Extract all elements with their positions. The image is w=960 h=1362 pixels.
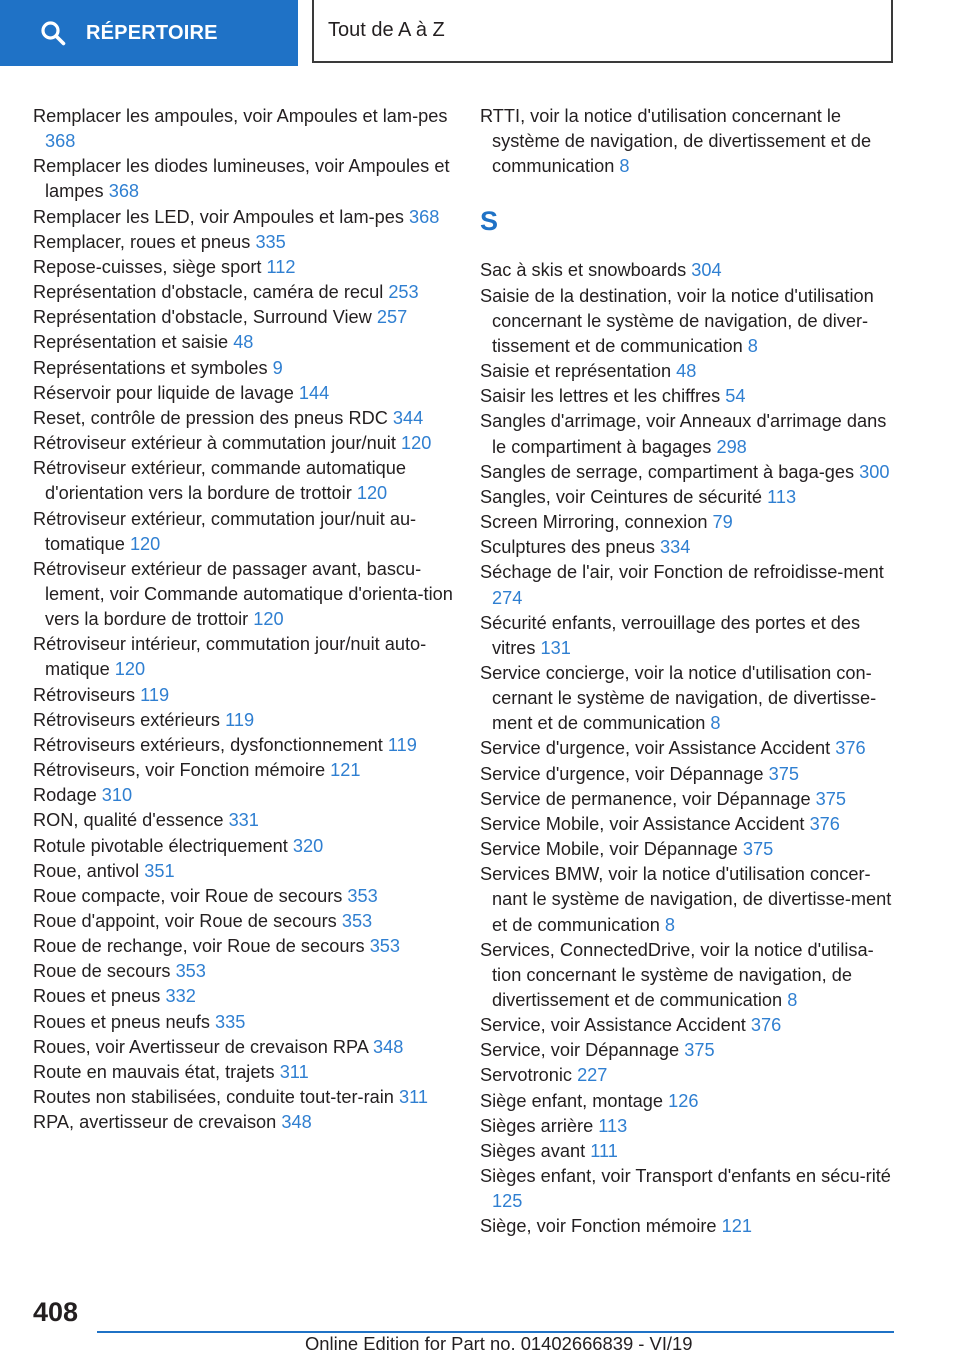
page-link[interactable]: 375 — [768, 763, 799, 784]
page-link[interactable]: 334 — [659, 537, 691, 558]
entry-text: Services BMW, voir la notice d'utilisation concer‐nant le système de navigation, de divertisse‐ment et de communication — [480, 864, 892, 935]
entry-text: Service concierge, voir la notice d'utilisation con‐cernant le système de navigation, de divertisse‐ment et de communication — [480, 662, 877, 734]
index-tab-label: RÉPERTOIRE — [86, 21, 218, 44]
index-entry — [33, 280, 453, 305]
index-entry — [33, 507, 453, 557]
page-link[interactable]: 257 — [376, 307, 408, 328]
page-link[interactable]: 131 — [540, 637, 571, 658]
index-entry — [33, 1110, 453, 1135]
index-entry — [480, 460, 900, 485]
page-link[interactable]: 48 — [233, 332, 254, 353]
entry-text: Roue de secours — [33, 961, 171, 982]
index-entry — [33, 683, 453, 708]
index-entry — [480, 1139, 900, 1164]
entry-text: Service de permanence, voir Dépannage — [480, 788, 811, 809]
entry-text: Servotronic — [480, 1065, 572, 1086]
entry-text: Rétroviseur extérieur, commande automatique d'orientation vers la bordure de trottoir — [33, 458, 407, 504]
entry-text: Roue de rechange, voir Roue de secours — [33, 936, 365, 957]
index-entry — [480, 1013, 900, 1038]
index-entry — [480, 611, 900, 661]
index-tab[interactable] — [0, 0, 298, 66]
entry-text: Roues, voir Avertisseur de crevaison RPA — [33, 1036, 368, 1057]
entry-text: Service Mobile, voir Assistance Accident — [480, 813, 805, 834]
page-link[interactable]: 320 — [292, 835, 324, 856]
index-entry — [480, 104, 900, 179]
page-link[interactable]: 227 — [577, 1065, 608, 1086]
index-entries-r-continued — [480, 104, 900, 179]
index-entry — [33, 1085, 453, 1110]
entry-text: Rétroviseur intérieur, commutation jour/nuit auto‐matique — [33, 634, 427, 680]
entry-text: RON, qualité d'essence — [33, 810, 224, 831]
entry-text: Réservoir pour liquide de lavage — [33, 382, 294, 403]
page-link[interactable]: 119 — [225, 709, 255, 730]
entry-text: Rodage — [33, 785, 97, 806]
page-link[interactable]: 376 — [750, 1015, 782, 1036]
page-number: 408 — [33, 1297, 79, 1327]
page-link[interactable]: 119 — [140, 684, 170, 705]
entry-text: Service, voir Assistance Accident — [480, 1015, 746, 1036]
entry-text: Rétroviseurs extérieurs — [33, 709, 220, 730]
index-entry — [480, 812, 900, 837]
page-link[interactable]: 121 — [721, 1216, 752, 1237]
page-link[interactable]: 376 — [809, 813, 840, 834]
page-link[interactable]: 311 — [398, 1087, 428, 1108]
page-link[interactable]: 113 — [598, 1115, 628, 1136]
page-link[interactable]: 332 — [165, 986, 196, 1007]
index-entry — [33, 330, 453, 355]
entry-text: Service Mobile, voir Dépannage — [480, 839, 738, 860]
page-link[interactable]: 48 — [676, 361, 697, 382]
index-entry — [33, 356, 453, 381]
page-link[interactable]: 351 — [144, 860, 175, 881]
entry-text: Repose-cuisses, siège sport — [33, 256, 262, 277]
page-link[interactable]: 113 — [767, 486, 797, 507]
edition-text: Online Edition for Part no. 01402666839 - VI/19 — [305, 1333, 693, 1354]
page-link[interactable]: 368 — [108, 181, 140, 202]
page-link[interactable]: 8 — [619, 156, 630, 177]
entry-text: Saisir les lettres et les chiffres — [480, 386, 721, 407]
entry-text: Sièges arrière — [480, 1115, 594, 1136]
page-link[interactable]: 348 — [373, 1036, 404, 1057]
page-link[interactable]: 119 — [387, 734, 417, 755]
index-entry — [33, 456, 453, 506]
entry-text: Remplacer, roues et pneus — [33, 231, 251, 252]
index-entry — [33, 708, 453, 733]
entry-text: Rétroviseur extérieur de passager avant, bascu‐lement, voir Commande automatique d'orienta‐tion vers la bordure de trottoir — [33, 558, 453, 630]
page-link[interactable]: 335 — [255, 231, 286, 252]
index-entry — [33, 909, 453, 934]
page-link[interactable]: 368 — [409, 206, 440, 227]
index-entry — [480, 510, 900, 535]
index-entry — [480, 1089, 900, 1114]
entry-text: Sac à skis et snowboards — [480, 260, 687, 281]
entry-text: Route en mauvais état, trajets — [33, 1061, 275, 1082]
page-link[interactable]: 253 — [388, 282, 419, 303]
page-link[interactable]: 311 — [279, 1061, 309, 1082]
entry-text: Représentation d'obstacle, Surround View — [33, 307, 372, 328]
entry-text: Sculptures des pneus — [480, 537, 655, 558]
index-column-right — [480, 104, 900, 1240]
index-entry — [33, 230, 453, 255]
entry-text: Services, ConnectedDrive, voir la notice d'utilisa‐tion concernant le système de navigation, de divertissement et de communication — [480, 939, 874, 1010]
index-entry — [480, 762, 900, 787]
index-entry — [33, 959, 453, 984]
index-entry — [480, 359, 900, 384]
entry-text: Remplacer les ampoules, voir Ampoules et lam‐pes — [33, 106, 448, 126]
index-entry — [480, 736, 900, 761]
index-entry — [480, 661, 900, 736]
entry-text: Séchage de l'air, voir Fonction de refroidisse‐ment — [480, 562, 884, 583]
entry-text: Roue compacte, voir Roue de secours — [33, 885, 343, 906]
page-link[interactable]: 298 — [716, 436, 747, 457]
section-header — [312, 0, 893, 63]
index-entry — [33, 255, 453, 280]
index-entry — [480, 258, 900, 283]
index-entry — [480, 535, 900, 560]
index-entry — [33, 406, 453, 431]
entry-text: Sangles de serrage, compartiment à baga‐ges — [480, 461, 855, 482]
entry-text: Service d'urgence, voir Assistance Accident — [480, 738, 831, 759]
page-link[interactable]: 274 — [492, 587, 523, 608]
section-letter: S — [480, 206, 499, 237]
search-icon — [40, 20, 66, 46]
index-entry — [33, 808, 453, 833]
page-link[interactable]: 8 — [664, 914, 676, 935]
page-link[interactable]: 120 — [129, 533, 161, 554]
entry-text: Reset, contrôle de pression des pneus RDC — [33, 407, 388, 428]
section-title: Tout de A à Z — [328, 19, 445, 41]
index-entry — [480, 1063, 900, 1088]
index-entry — [33, 733, 453, 758]
index-entry — [480, 560, 900, 610]
entry-text: Rétroviseur extérieur, commutation jour/nuit au‐tomatique — [33, 508, 417, 554]
entry-text: Routes non stabilisées, conduite tout-ter‐rain — [33, 1087, 394, 1108]
entry-text: Sièges enfant, voir Transport d'enfants en sécu‐rité — [480, 1166, 891, 1187]
index-entry — [33, 154, 453, 204]
page-link[interactable]: 331 — [228, 810, 259, 831]
page-link[interactable]: 54 — [725, 386, 746, 407]
page-link[interactable]: 112 — [266, 256, 296, 277]
page-link[interactable]: 368 — [45, 131, 76, 152]
page-link[interactable]: 144 — [298, 382, 330, 403]
index-entry — [33, 557, 453, 632]
page-link[interactable]: 376 — [835, 738, 866, 759]
entry-text: Rétroviseurs, voir Fonction mémoire — [33, 760, 326, 781]
page-link[interactable]: 353 — [369, 936, 401, 957]
index-entry — [33, 934, 453, 959]
entry-text: Rétroviseurs extérieurs, dysfonctionnement — [33, 734, 383, 755]
entry-text: Sièges avant — [480, 1140, 586, 1161]
index-entry — [480, 1038, 900, 1063]
index-entry — [480, 1214, 900, 1239]
entry-text: Remplacer les diodes lumineuses, voir Ampoules et lampes — [33, 156, 450, 202]
page-link[interactable]: 310 — [101, 785, 133, 806]
index-entry — [33, 431, 453, 456]
page-link[interactable]: 120 — [253, 609, 284, 630]
index-entry — [33, 381, 453, 406]
entry-text: Siège, voir Fonction mémoire — [480, 1216, 717, 1237]
index-entry — [480, 938, 900, 1013]
entry-text: Roue d'appoint, voir Roue de secours — [33, 911, 337, 931]
index-entry — [33, 834, 453, 859]
index-entry — [33, 1010, 453, 1035]
index-entry — [33, 884, 453, 909]
page-link[interactable]: 375 — [684, 1040, 715, 1061]
index-entry — [480, 485, 900, 510]
page-link[interactable]: 348 — [281, 1112, 312, 1133]
entry-text: Siège enfant, montage — [480, 1090, 664, 1111]
entry-text: Sangles d'arrimage, voir Anneaux d'arrimage dans le compartiment à bagages — [480, 411, 887, 457]
index-entry — [480, 1164, 900, 1214]
entry-text: Roue, antivol — [33, 860, 140, 881]
page-link[interactable]: 353 — [341, 911, 373, 931]
index-entry — [33, 205, 453, 230]
page-link[interactable]: 79 — [712, 512, 733, 533]
index-entry — [480, 837, 900, 862]
entry-text: RPA, avertisseur de crevaison — [33, 1112, 277, 1133]
page-link[interactable]: 375 — [815, 788, 847, 809]
index-entry — [480, 787, 900, 812]
entry-text: Représentation et saisie — [33, 332, 229, 353]
index-column-left — [33, 104, 453, 1135]
index-entry — [480, 409, 900, 459]
page-link[interactable]: 8 — [747, 335, 758, 356]
index-entry — [33, 305, 453, 330]
page-link[interactable]: 111 — [590, 1140, 618, 1161]
page-link[interactable]: 300 — [859, 461, 890, 482]
page-link[interactable]: 8 — [710, 713, 721, 734]
entry-text: RTTI, voir la notice d'utilisation concernant le système de navigation, de divertissement et de communication — [480, 106, 872, 177]
index-entry — [33, 1060, 453, 1085]
entry-text: Remplacer les LED, voir Ampoules et lam‐pes — [33, 206, 404, 227]
index-entry — [33, 632, 453, 682]
page-link[interactable]: 375 — [742, 839, 774, 860]
index-entry — [480, 1114, 900, 1139]
entry-text: Saisie de la destination, voir la notice d'utilisation concernant le système de navigation, de diver‐tissement et de communication — [480, 285, 874, 356]
entry-text: Rétroviseurs — [33, 684, 136, 705]
index-entry — [33, 1035, 453, 1060]
index-entry — [33, 984, 453, 1009]
entry-text: Rotule pivotable électriquement — [33, 835, 288, 856]
page-link[interactable]: 304 — [691, 260, 722, 281]
index-entry — [480, 284, 900, 359]
page-link[interactable]: 9 — [272, 357, 283, 378]
page-link[interactable]: 120 — [114, 659, 146, 680]
entry-text: Sécurité enfants, verrouillage des portes et des vitres — [480, 612, 861, 658]
entry-text: Screen Mirroring, connexion — [480, 512, 708, 533]
page-link[interactable]: 126 — [668, 1090, 699, 1111]
index-entry — [480, 384, 900, 409]
page-link[interactable]: 344 — [392, 407, 424, 428]
page-link[interactable]: 121 — [330, 760, 361, 781]
page-link[interactable]: 120 — [400, 433, 432, 454]
page-link[interactable]: 353 — [175, 961, 206, 982]
entry-text: Représentation d'obstacle, caméra de recul — [33, 282, 384, 303]
page-link[interactable]: 125 — [492, 1191, 523, 1212]
index-entries-s — [480, 258, 900, 1239]
index-entry — [33, 859, 453, 884]
entry-text: Sangles, voir Ceintures de sécurité — [480, 486, 763, 507]
index-entry — [33, 783, 453, 808]
entry-text: Service d'urgence, voir Dépannage — [480, 763, 764, 784]
entry-text: Rétroviseur extérieur à commutation jour/nuit — [33, 433, 396, 454]
entry-text: Roues et pneus neufs — [33, 1011, 210, 1032]
entry-text: Service, voir Dépannage — [480, 1040, 680, 1061]
entry-text: Roues et pneus — [33, 986, 161, 1007]
page-link[interactable]: 120 — [356, 483, 388, 504]
entry-text: Représentations et symboles — [33, 357, 268, 378]
index-entry — [33, 758, 453, 783]
page-link[interactable]: 8 — [787, 990, 798, 1010]
index-entry — [33, 104, 453, 154]
index-entry — [480, 862, 900, 937]
page-link[interactable]: 335 — [215, 1011, 246, 1032]
entry-text: Saisie et représentation — [480, 361, 672, 382]
page-link[interactable]: 353 — [347, 885, 378, 906]
